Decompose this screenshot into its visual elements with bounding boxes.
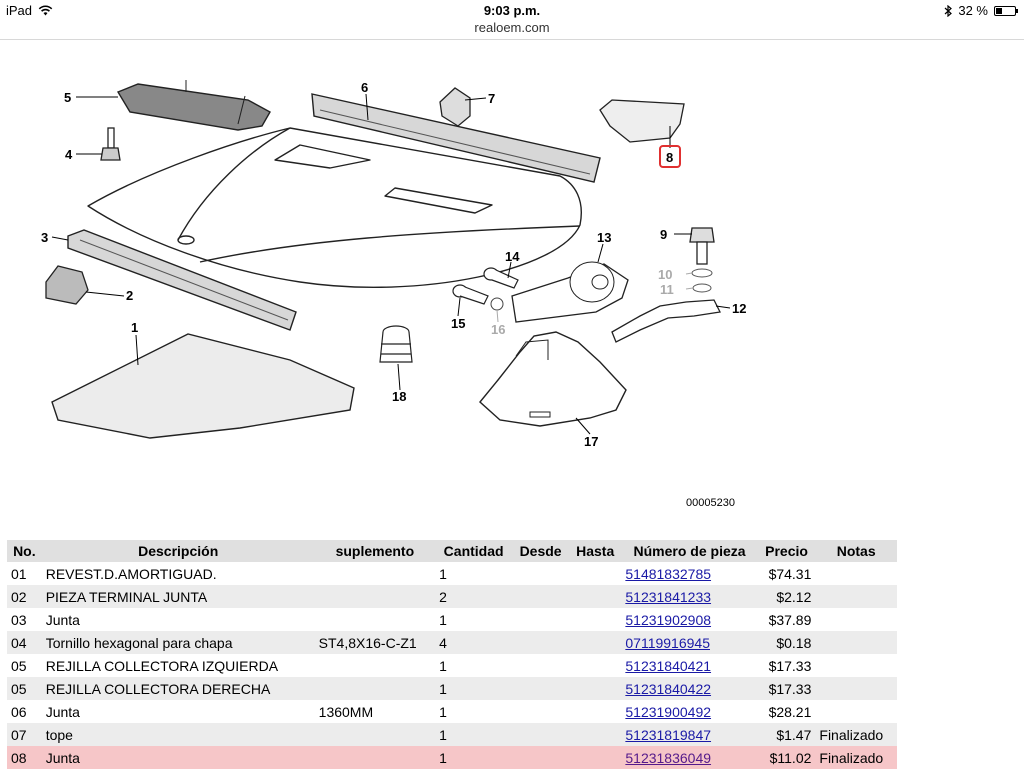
cell-description: REJILLA COLLECTORA IZQUIERDA (45, 657, 279, 674)
cell-price: $0.18 (758, 631, 816, 654)
cell-price: $37.89 (768, 611, 812, 628)
cell-no: 05 (11, 657, 27, 674)
cell-supplement (315, 723, 435, 746)
header-supplement: suplemento (315, 540, 435, 562)
callout-12[interactable]: 12 (732, 301, 747, 316)
cell-notes (815, 562, 897, 585)
cell-description: Junta (42, 746, 315, 769)
cell-part-number[interactable] (621, 585, 757, 608)
cell-notes: Finalizado (815, 723, 897, 746)
cell-from (512, 723, 569, 746)
table-row (7, 700, 897, 723)
cell-no: 03 (11, 611, 27, 628)
cell-no: 08 (7, 746, 42, 769)
part-12 (612, 300, 720, 342)
cell-supplement: 1360MM (318, 703, 374, 720)
callout-2[interactable]: 2 (126, 288, 134, 303)
cell-description: Junta (45, 703, 80, 720)
table-header (7, 540, 897, 562)
part-number-link[interactable]: 51231836049 (625, 749, 712, 766)
part-number-link[interactable]: 51231900492 (625, 703, 712, 720)
table-row (7, 608, 897, 631)
callout-6[interactable]: 6 (361, 80, 369, 95)
cell-to (569, 677, 621, 700)
part-number-link[interactable]: 51231902908 (625, 611, 712, 628)
cell-notes (815, 608, 897, 631)
cell-quantity: 1 (439, 611, 447, 628)
callout-11[interactable]: 11 (660, 282, 674, 297)
table-row (7, 585, 897, 608)
callout-15[interactable]: 15 (451, 316, 466, 331)
cell-from (512, 654, 569, 677)
bluetooth-icon (944, 5, 952, 17)
cell-no: 07 (7, 723, 42, 746)
cell-supplement (315, 746, 435, 769)
cell-to (569, 608, 621, 631)
cell-supplement: ST4,8X16-C-Z1 (315, 631, 435, 654)
cell-to (569, 746, 621, 769)
cell-from (512, 677, 569, 700)
battery-icon (994, 6, 1016, 16)
cell-price: $2.12 (758, 585, 816, 608)
cell-price: $74.31 (768, 565, 812, 582)
cell-quantity: 1 (435, 723, 512, 746)
header-part-number: Número de pieza (621, 540, 757, 562)
callout-5[interactable]: 5 (64, 90, 72, 105)
cell-to (569, 585, 621, 608)
cell-supplement (315, 562, 435, 585)
cell-part-number[interactable] (621, 654, 757, 677)
cell-supplement (315, 608, 435, 631)
cell-price: $17.33 (768, 657, 812, 674)
cell-price: $1.47 (758, 723, 816, 746)
cell-no: 05 (7, 677, 42, 700)
table-row (7, 631, 897, 654)
callout-9[interactable]: 9 (660, 227, 668, 242)
cell-description: REVEST.D.AMORTIGUAD. (45, 565, 217, 582)
part-number-link[interactable]: 51231841233 (625, 588, 712, 605)
header-notes: Notas (815, 540, 897, 562)
cell-quantity: 1 (439, 657, 447, 674)
cell-from (512, 700, 569, 723)
table-row (7, 723, 897, 746)
part-number-link[interactable]: 51231819847 (625, 726, 712, 743)
cell-description: PIEZA TERMINAL JUNTA (42, 585, 315, 608)
cell-supplement (315, 677, 435, 700)
callout-1[interactable]: 1 (131, 320, 139, 335)
table-row (7, 562, 897, 585)
cell-no: 04 (7, 631, 42, 654)
cell-price: $11.02 (758, 746, 816, 769)
part-9 (690, 228, 714, 264)
callout-17[interactable]: 17 (584, 434, 599, 449)
cell-no: 06 (11, 703, 27, 720)
cell-to (569, 723, 621, 746)
url-text[interactable]: realoem.com (474, 20, 550, 35)
callout-14[interactable]: 14 (505, 249, 520, 264)
cell-to (569, 562, 621, 585)
cell-from (512, 562, 569, 585)
part-4 (101, 128, 120, 160)
cell-notes (815, 585, 897, 608)
callout-10[interactable]: 10 (658, 267, 673, 282)
cell-notes (815, 700, 897, 723)
cell-notes (815, 654, 897, 677)
cell-supplement (315, 654, 435, 677)
part-7 (440, 88, 470, 126)
callout-3[interactable]: 3 (41, 230, 49, 245)
cell-supplement (315, 585, 435, 608)
parts-table (7, 540, 897, 769)
cell-description: Tornillo hexagonal para chapa (42, 631, 315, 654)
cell-to (569, 700, 621, 723)
cell-quantity: 1 (435, 677, 512, 700)
header-from: Desde (512, 540, 569, 562)
part-16 (491, 298, 503, 310)
parts-diagram (0, 42, 1024, 532)
cell-from (512, 631, 569, 654)
cell-description: REJILLA COLLECTORA DERECHA (42, 677, 315, 700)
header-price: Precio (758, 540, 816, 562)
cell-to (569, 631, 621, 654)
cell-notes (815, 631, 897, 654)
cell-no: 01 (11, 565, 27, 582)
part-18 (380, 326, 412, 362)
part-5 (118, 84, 270, 130)
cell-quantity: 4 (435, 631, 512, 654)
cell-price: $28.21 (768, 703, 812, 720)
device-name: iPad (6, 3, 33, 18)
part-number-link[interactable]: 51231840421 (625, 657, 712, 674)
part-10 (692, 269, 712, 277)
part-1 (52, 334, 354, 438)
battery-percent: 32 % (958, 3, 988, 18)
part-number-link[interactable]: 51481832785 (625, 565, 712, 582)
cell-from (512, 608, 569, 631)
cell-description: tope (42, 723, 315, 746)
cell-part-number[interactable] (621, 631, 757, 654)
part-number-link[interactable]: 07119916945 (625, 634, 710, 651)
image-code: 00005230 (686, 497, 735, 509)
callout-8[interactable]: 8 (666, 150, 674, 165)
part-number-link[interactable]: 51231840422 (625, 680, 712, 697)
cell-from (512, 585, 569, 608)
header-description: Descripción (42, 540, 315, 562)
cell-no: 02 (7, 585, 42, 608)
callout-4[interactable]: 4 (65, 147, 73, 162)
cell-notes: Finalizado (815, 746, 897, 769)
part-8 (600, 100, 684, 142)
cell-description: Junta (45, 611, 80, 628)
callout-13[interactable]: 13 (597, 230, 612, 245)
table-row-selected (7, 746, 897, 769)
header-no: No. (7, 540, 42, 562)
table-row (7, 654, 897, 677)
cell-part-number[interactable] (621, 700, 757, 723)
url-bar[interactable] (0, 20, 1024, 40)
cell-quantity: 1 (435, 746, 512, 769)
cell-from (512, 746, 569, 769)
status-right (944, 3, 1016, 18)
header-to: Hasta (569, 540, 621, 562)
part-2 (46, 266, 88, 304)
header-quantity: Cantidad (435, 540, 512, 562)
table-row (7, 677, 897, 700)
cell-price: $17.33 (758, 677, 816, 700)
callout-7[interactable]: 7 (488, 91, 496, 106)
cell-part-number[interactable] (621, 677, 757, 700)
cell-part-number[interactable] (621, 723, 757, 746)
cell-quantity: 1 (439, 565, 447, 582)
cell-part-number[interactable] (621, 746, 757, 769)
cell-part-number[interactable] (621, 562, 757, 585)
callout-18[interactable]: 18 (392, 389, 407, 404)
part-15 (453, 285, 488, 304)
cell-quantity: 1 (439, 703, 447, 720)
part-11 (693, 284, 711, 292)
cell-notes (815, 677, 897, 700)
cell-to (569, 654, 621, 677)
callout-16[interactable]: 16 (491, 322, 506, 337)
part-17 (480, 332, 626, 426)
clock: 9:03 p.m. (483, 3, 541, 18)
status-bar (0, 0, 1024, 20)
cell-part-number[interactable] (621, 608, 757, 631)
cell-quantity: 2 (435, 585, 512, 608)
